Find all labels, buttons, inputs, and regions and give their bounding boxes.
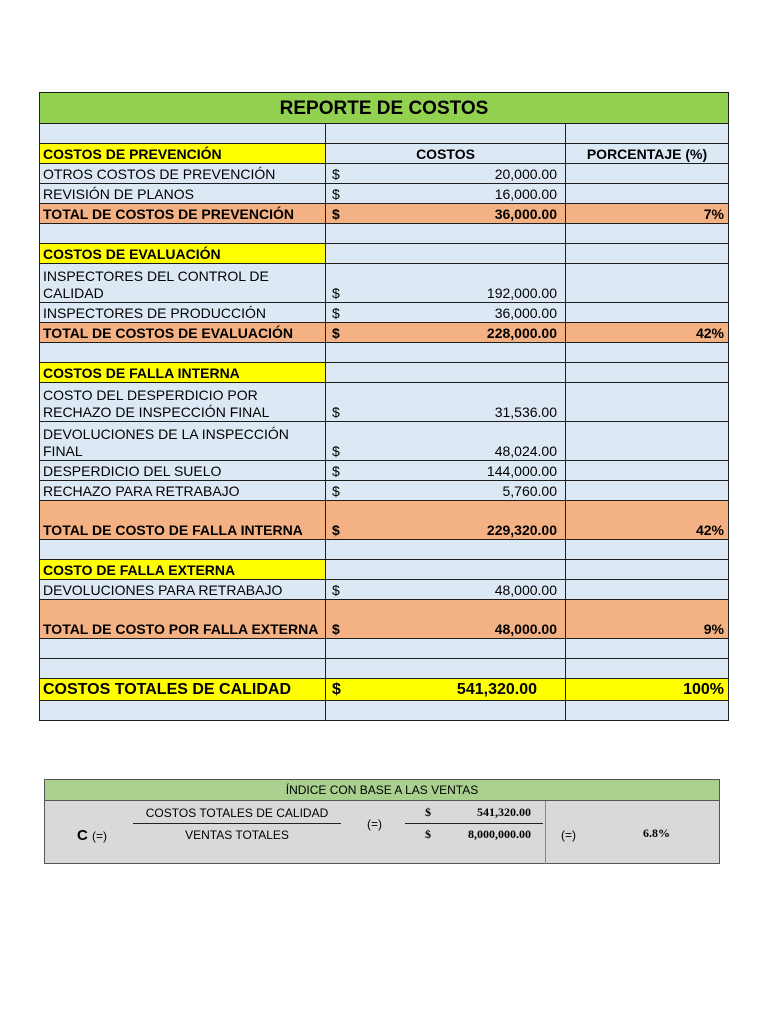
report-title: REPORTE DE COSTOS (40, 93, 729, 124)
item-amount: $ 144,000.00 (326, 461, 566, 481)
divider (545, 801, 546, 864)
table-row (40, 184, 729, 204)
section-heading-falla-interna: COSTOS DE FALLA INTERNA (40, 363, 326, 383)
item-percent (566, 383, 729, 422)
total-row-evaluacion (40, 323, 729, 343)
index-result: 6.8% (643, 826, 670, 840)
item-label: DEVOLUCIONES PARA RETRABAJO (40, 580, 326, 600)
item-amount: $ 36,000.00 (326, 303, 566, 323)
blank-row (40, 124, 729, 144)
column-header-porcentaje: PORCENTAJE (%) (566, 144, 729, 164)
index-c-formula (77, 827, 107, 844)
sales-index-box (44, 779, 720, 864)
total-percent: 7% (566, 204, 729, 224)
section-heading-prevencion: COSTOS DE PREVENCIÓN (40, 144, 326, 164)
item-amount: $ 192,000.00 (326, 264, 566, 303)
item-label: INSPECTORES DE PRODUCCIÓN (40, 303, 326, 323)
grand-total-label: COSTOS TOTALES DE CALIDAD (40, 679, 326, 701)
item-label: REVISIÓN DE PLANOS (40, 184, 326, 204)
index-equals-2: (=) (561, 828, 576, 842)
section-heading-evaluacion: COSTOS DE EVALUACIÓN (40, 244, 326, 264)
total-amount: $ 36,000.00 (326, 204, 566, 224)
grand-total-amount: $ 541,320.00 (326, 679, 566, 701)
total-label: TOTAL DE COSTO DE FALLA INTERNA (40, 501, 326, 540)
fraction-line (405, 823, 543, 824)
blank-row (40, 343, 729, 363)
fraction-line (133, 823, 341, 824)
item-amount: $ 16,000.00 (326, 184, 566, 204)
cost-report-table (39, 92, 729, 721)
blank-row (40, 701, 729, 721)
total-label: TOTAL DE COSTOS DE PREVENCIÓN (40, 204, 326, 224)
section-header-row (40, 244, 729, 264)
table-row (40, 481, 729, 501)
total-percent: 9% (566, 600, 729, 639)
total-row-falla-externa (40, 600, 729, 639)
section-header-row (40, 560, 729, 580)
table-row (40, 580, 729, 600)
item-percent (566, 422, 729, 461)
total-row-falla-interna (40, 501, 729, 540)
item-amount: $ 31,536.00 (326, 383, 566, 422)
table-row (40, 461, 729, 481)
item-label: COSTO DEL DESPERDICIO POR RECHAZO DE INSPECCIÓN FINAL (40, 383, 326, 422)
index-denominator-label: VENTAS TOTALES (185, 828, 289, 842)
section-heading-falla-externa: COSTO DE FALLA EXTERNA (40, 560, 326, 580)
item-amount: $ 48,024.00 (326, 422, 566, 461)
item-amount: $ 20,000.00 (326, 164, 566, 184)
total-amount: $ 228,000.00 (326, 323, 566, 343)
item-label: OTROS COSTOS DE PREVENCIÓN (40, 164, 326, 184)
index-denominator-value: 8,000,000.00 (468, 827, 531, 841)
item-percent (566, 481, 729, 501)
item-percent (566, 580, 729, 600)
item-percent (566, 461, 729, 481)
table-row (40, 383, 729, 422)
section-header-row (40, 144, 729, 164)
total-amount: $ 229,320.00 (326, 501, 566, 540)
index-c-equals: (=) (92, 829, 108, 843)
table-row (40, 303, 729, 323)
index-c-letter: C (77, 827, 88, 844)
blank-row (40, 224, 729, 244)
item-amount: $ 48,000.00 (326, 580, 566, 600)
item-percent (566, 184, 729, 204)
index-numerator-currency: $ (425, 805, 431, 819)
total-label: TOTAL DE COSTOS DE EVALUACIÓN (40, 323, 326, 343)
grand-total-percent: 100% (566, 679, 729, 701)
item-label: DEVOLUCIONES DE LA INSPECCIÓN FINAL (40, 422, 326, 461)
blank-row (40, 639, 729, 659)
grand-total-row (40, 679, 729, 701)
item-label: RECHAZO PARA RETRABAJO (40, 481, 326, 501)
blank-row (40, 659, 729, 679)
table-row (40, 164, 729, 184)
total-row-prevencion (40, 204, 729, 224)
index-numerator-value: 541,320.00 (477, 805, 531, 819)
item-percent (566, 164, 729, 184)
total-percent: 42% (566, 323, 729, 343)
index-equals-1: (=) (367, 817, 382, 831)
total-amount: $ 48,000.00 (326, 600, 566, 639)
index-denominator-currency: $ (425, 827, 431, 841)
item-percent (566, 264, 729, 303)
item-label: INSPECTORES DEL CONTROL DE CALIDAD (40, 264, 326, 303)
total-label: TOTAL DE COSTO POR FALLA EXTERNA (40, 600, 326, 639)
item-amount: $ 5,760.00 (326, 481, 566, 501)
index-title: ÍNDICE CON BASE A LAS VENTAS (45, 780, 719, 801)
item-label: DESPERDICIO DEL SUELO (40, 461, 326, 481)
column-header-costos: COSTOS (326, 144, 566, 164)
item-percent (566, 303, 729, 323)
table-row (40, 264, 729, 303)
total-percent: 42% (566, 501, 729, 540)
index-numerator-label: COSTOS TOTALES DE CALIDAD (145, 806, 329, 820)
table-row (40, 422, 729, 461)
blank-row (40, 540, 729, 560)
section-header-row (40, 363, 729, 383)
